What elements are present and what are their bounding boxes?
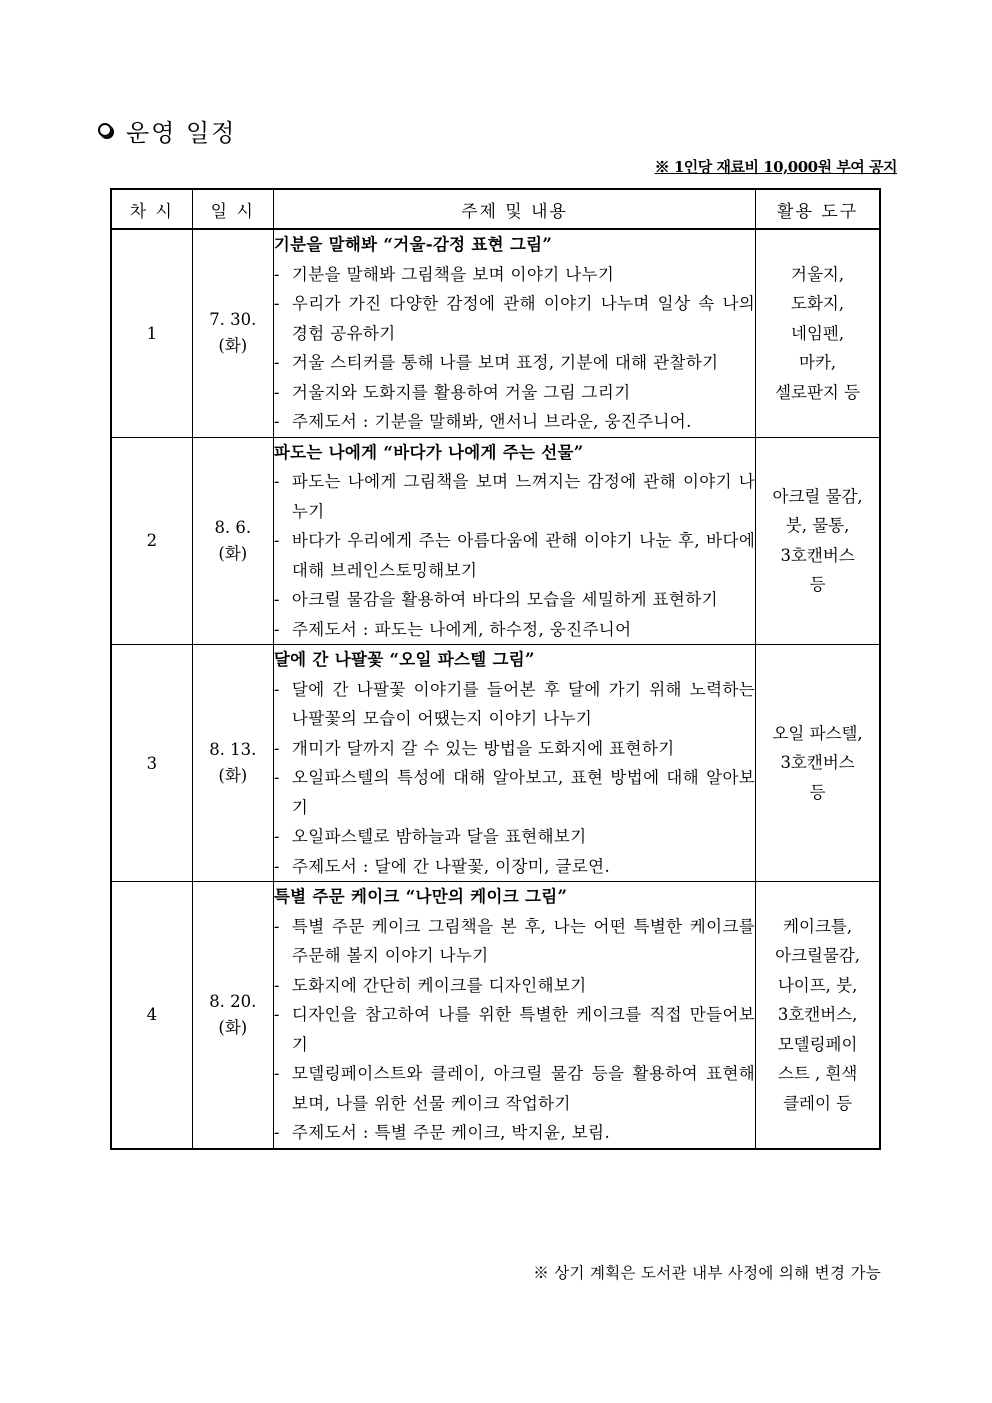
content-item: - 도화지에 간단히 케이크를 디자인해보기 [274, 971, 755, 1001]
date-cell [192, 437, 273, 645]
dash-bullet: - [273, 382, 280, 402]
table-header-row [111, 189, 880, 229]
dash-bullet: - [273, 768, 280, 787]
table-row [111, 229, 880, 437]
tools-cell [756, 645, 880, 882]
content-item: - 모델링페이스트와 클레이, 아크릴 물감 등을 활용하여 표현해보며, 나를 위한 선물 케이크 작업하기 [274, 1059, 755, 1118]
section-heading [98, 112, 236, 148]
tool-item: 아크릴 물감, [772, 486, 863, 506]
tool-item: 등 [809, 575, 826, 595]
tools-cell [756, 437, 880, 645]
material-cost-notice: ※ 1인당 재료비 10,000원 부여 공지 [654, 158, 897, 176]
tool-item: 거울지, [791, 264, 845, 284]
content-item: - 파도는 나에게 그림책을 보며 느껴지는 감정에 관해 이야기 나누기 [274, 467, 755, 526]
header-date: 일 시 [192, 189, 273, 229]
tool-item: 마카, [799, 353, 837, 372]
content-item: - 바다가 우리에게 주는 아름다움에 관해 이야기 나눈 후, 바다에 대해 브레인스토밍해보기 [274, 526, 755, 585]
header-content: 주제 및 내용 [273, 189, 755, 229]
tool-item: 셀로판지 등 [775, 382, 861, 402]
date-cell [192, 229, 273, 437]
content-item: - 아크릴 물감을 활용하여 바다의 모습을 세밀하게 표현하기 [274, 585, 755, 615]
session-title: 달에 간 나팔꽃 “오일 파스텔 그림” [273, 650, 535, 669]
tools-cell [756, 229, 880, 437]
dash-bullet: - [273, 679, 280, 699]
content-item: - 거울 스티커를 통해 나를 보며 표정, 기분에 대해 관찰하기 [274, 348, 755, 378]
session-title: 기분을 말해봐 “거울-감정 표현 그림” [273, 235, 553, 254]
content-cell [273, 645, 755, 882]
schedule-change-footnote: ※ 상기 계획은 도서관 내부 사정에 의해 변경 가능 [533, 1264, 881, 1282]
circle-bullet-icon [98, 123, 112, 137]
tool-item: 네임펜, [791, 323, 845, 343]
dash-bullet: - [273, 856, 280, 876]
tool-item: 3호캔버스 [780, 545, 855, 565]
content-item: - 주제도서 : 파도는 나에게, 하수정, 웅진주니어 [274, 615, 755, 645]
tool-item: 스트 , 흰색 [777, 1064, 858, 1083]
content-item: - 오일파스텔의 특성에 대해 알아보고, 표현 방법에 대해 알아보기 [274, 763, 755, 822]
tools-cell [756, 882, 880, 1149]
dash-bullet: - [273, 827, 280, 846]
table-row [111, 437, 880, 645]
tool-item: 3호캔버스 [780, 753, 855, 773]
content-cell [273, 882, 755, 1149]
session-title: 파도는 나에게 “바다가 나에게 주는 선물” [273, 442, 584, 462]
date-text: 8. 20. [209, 991, 257, 1011]
tool-item: 나이프, 붓, [777, 975, 858, 995]
weekday-text: (화) [218, 336, 248, 356]
tool-item: 아크릴물감, [775, 946, 861, 965]
tool-item: 모델링페이 [777, 1034, 858, 1054]
dash-bullet: - [273, 916, 280, 936]
date-cell [192, 882, 273, 1149]
dash-bullet: - [273, 1064, 280, 1083]
tool-item: 3호캔버스, [777, 1005, 858, 1024]
content-item: - 디자인을 참고하여 나를 위한 특별한 케이크를 직접 만들어보기 [274, 1000, 755, 1059]
session-cell: 2 [111, 437, 192, 645]
heading-text: 운영 일정 [126, 118, 237, 147]
content-item: - 달에 간 나팔꽃 이야기를 들어본 후 달에 가기 위해 노력하는 나팔꽃의 모습이 어땠는지 이야기 나누기 [274, 675, 755, 734]
dash-bullet: - [273, 975, 280, 995]
tool-item: 등 [809, 782, 826, 802]
dash-bullet: - [273, 353, 280, 372]
dash-bullet: - [273, 738, 280, 758]
dash-bullet: - [273, 619, 280, 639]
content-item: - 주제도서 : 기분을 말해봐, 앤서니 브라운, 웅진주니어. [274, 407, 755, 437]
content-item: - 오일파스텔로 밤하늘과 달을 표현해보기 [274, 822, 755, 852]
session-cell: 4 [111, 882, 192, 1149]
content-item: - 우리가 가진 다양한 감정에 관해 이야기 나누며 일상 속 나의 경험 공유하기 [274, 289, 755, 348]
session-cell: 1 [111, 229, 192, 437]
dash-bullet: - [273, 531, 280, 550]
dash-bullet: - [273, 412, 280, 431]
dash-bullet: - [273, 294, 280, 313]
date-text: 8. 6. [214, 517, 252, 537]
content-item: - 개미가 달까지 갈 수 있는 방법을 도화지에 표현하기 [274, 734, 755, 764]
tool-item: 클레이 등 [783, 1093, 853, 1113]
tool-item: 케이크틀, [783, 916, 853, 936]
weekday-text: (화) [218, 543, 248, 563]
content-item: - 주제도서 : 달에 간 나팔꽃, 이장미, 글로연. [274, 852, 755, 882]
date-text: 7. 30. [209, 310, 257, 330]
dash-bullet: - [273, 264, 280, 284]
date-cell [192, 645, 273, 882]
dash-bullet: - [273, 1123, 280, 1142]
table-row [111, 645, 880, 882]
header-tools: 활용 도구 [756, 189, 880, 229]
tool-item: 오일 파스텔, [772, 723, 863, 743]
tool-item: 도화지, [791, 294, 845, 313]
content-item: - 주제도서 : 특별 주문 케이크, 박지윤, 보림. [274, 1118, 755, 1148]
table-row [111, 882, 880, 1149]
content-item: - 기분을 말해봐 그림책을 보며 이야기 나누기 [274, 260, 755, 290]
weekday-text: (화) [218, 1017, 248, 1037]
schedule-table [110, 188, 881, 1150]
content-cell [273, 437, 755, 645]
dash-bullet: - [273, 590, 280, 609]
content-cell [273, 229, 755, 437]
session-cell: 3 [111, 645, 192, 882]
dash-bullet: - [273, 472, 280, 491]
tool-item: 붓, 물통, [785, 516, 850, 536]
header-session: 차 시 [111, 189, 192, 229]
weekday-text: (화) [218, 766, 248, 785]
session-title: 특별 주문 케이크 “나만의 케이크 그림” [273, 887, 568, 906]
date-text: 8. 13. [209, 740, 257, 759]
content-item: - 거울지와 도화지를 활용하여 거울 그림 그리기 [274, 378, 755, 408]
content-item: - 특별 주문 케이크 그림책을 본 후, 나는 어떤 특별한 케이크를 주문해 볼지 이야기 나누기 [274, 912, 755, 971]
dash-bullet: - [273, 1005, 280, 1024]
